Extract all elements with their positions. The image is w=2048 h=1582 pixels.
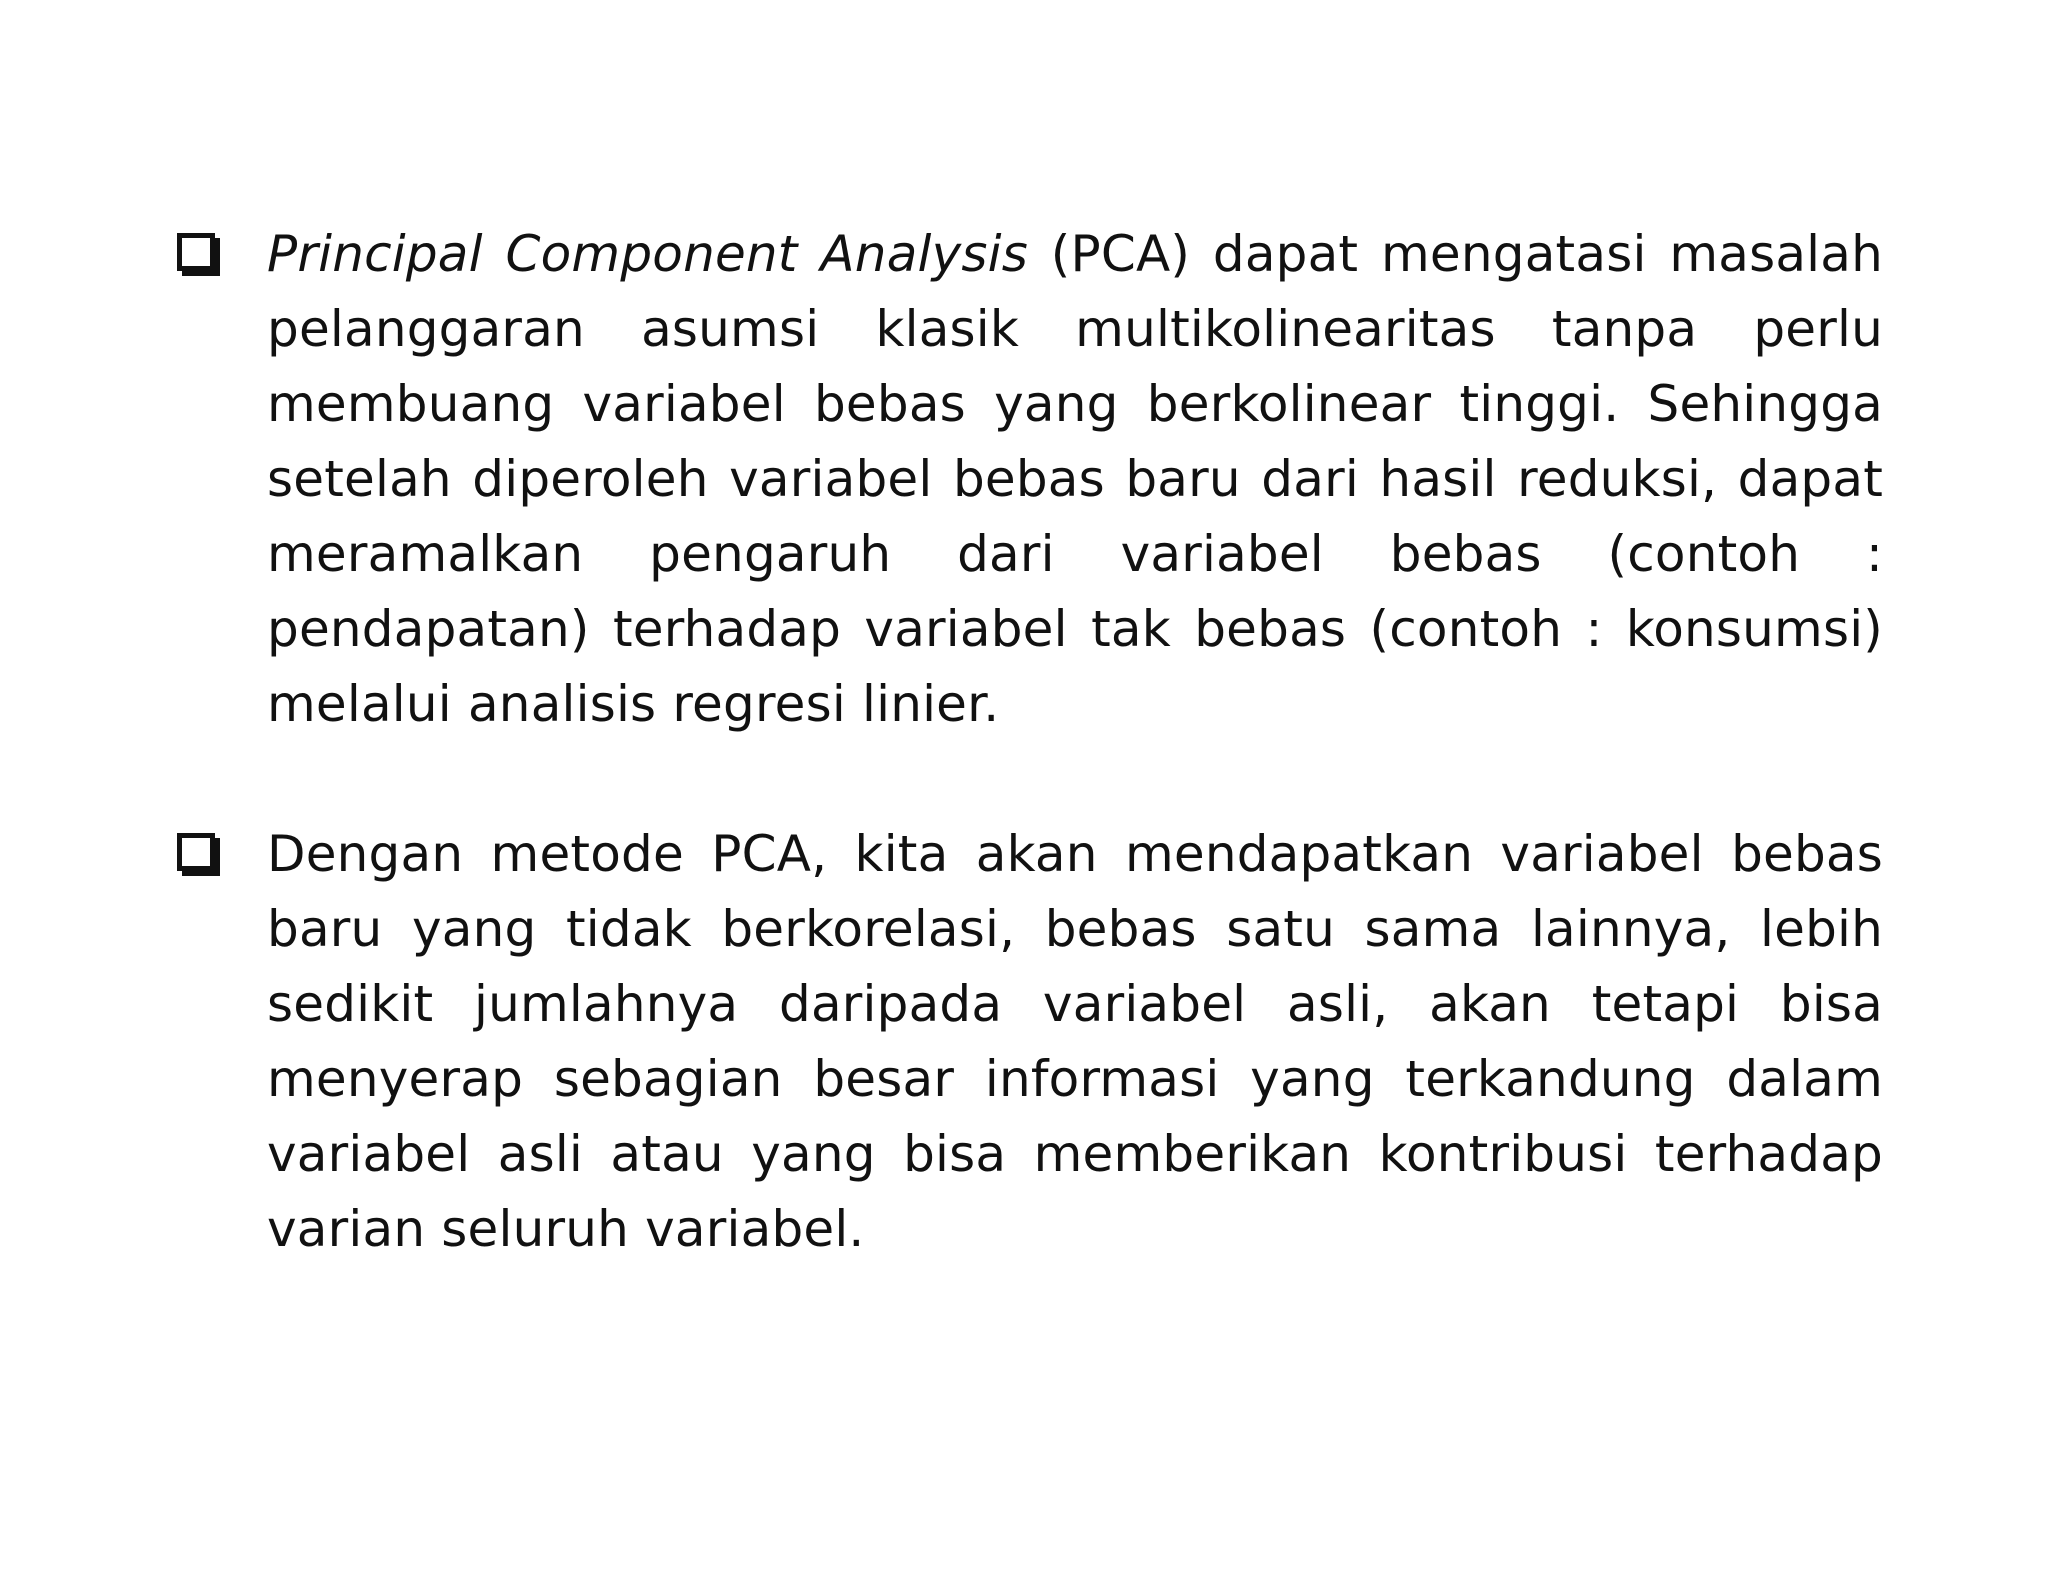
checkbox-icon: [177, 833, 215, 871]
bullet-pca-definition: [175, 217, 1883, 742]
bullet-list: [175, 217, 1883, 1267]
term-principal-component-analysis: Principal Component Analysis: [267, 225, 1029, 283]
bullet-text: Dengan metode PCA, kita akan mendapatkan variabel bebas baru yang tidak berkorelasi, bebas satu sama lainnya, lebih sedikit jumlahnya daripada variabel asli, akan tetapi bisa menyerap sebagian besar informasi yang terkandung dalam variabel asli atau yang bisa memberikan kontribusi terhadap varian seluruh variabel.: [267, 825, 1883, 1258]
bullet-pca-benefit: [175, 817, 1883, 1267]
bullet-body: (PCA) dapat mengatasi masalah pelanggaran asumsi klasik multikolinearitas tanpa perlu membuang variabel bebas yang berkolinear tinggi. Sehingga setelah diperoleh variabel bebas baru dari hasil reduksi, dapat meramalkan pengaruh dari variabel bebas (contoh : pendapatan) terhadap variabel tak bebas (contoh : konsumsi) melalui analisis regresi linier.: [267, 225, 1883, 733]
checkbox-icon: [177, 233, 215, 271]
bullet-text: [267, 217, 1883, 742]
